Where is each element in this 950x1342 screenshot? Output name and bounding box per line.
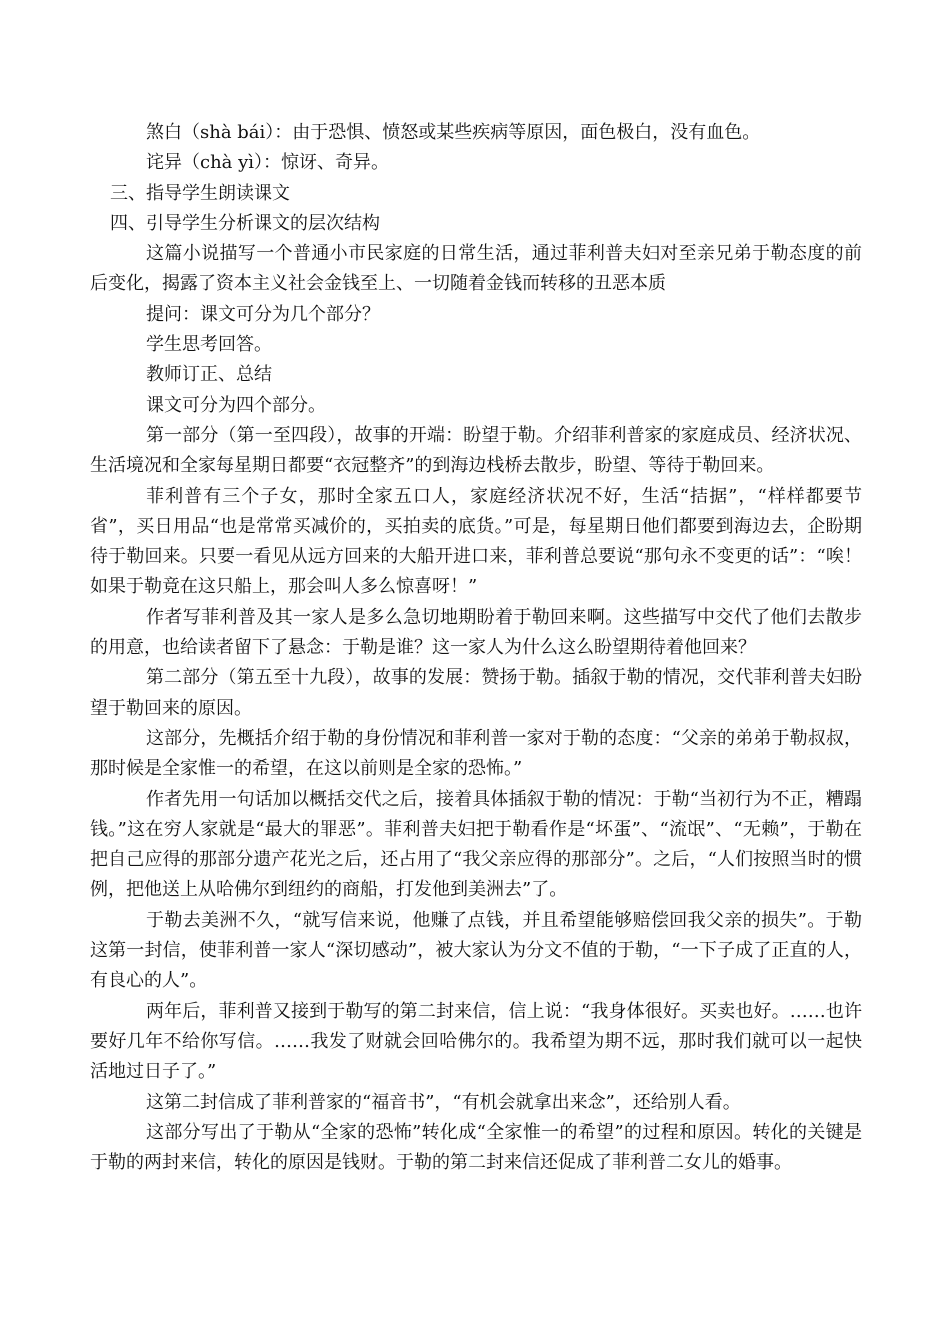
family-situation-paragraph: 菲利普有三个子女，那时全家五口人，家庭经济状况不好，生活“拮据”，“样样都要节省”，买日用品“也是常常买减价的，买拍卖的底货。”可是，每星期日他们都要到海边去，企盼期待于勒回来。只要一看见从远方回来的大船开进口来，菲利普总要说“那句永不变更的话”：“唉！如果于勒竟在这只船上，那会叫人多么惊喜呀！”	[90, 485, 862, 598]
part-two-paragraph: 第二部分（第五至十九段），故事的发展：赞扬于勒。插叙于勒的情况，交代菲利普夫妇盼望于勒回来的原因。	[90, 667, 862, 719]
first-letter-paragraph: 于勒去美洲不久，“就写信来说，他赚了点钱，并且希望能够赔偿回我父亲的损失”。于勒这第一封信，使菲利普一家人“深切感动”，被大家认为分文不值的于勒，“一下子成了正直的人，有良心的人”。	[90, 909, 862, 992]
flashback-paragraph: 作者先用一句话加以概括交代之后，接着具体插叙于勒的情况：于勒“当初行为不正，糟蹋钱。”这在穷人家就是“最大的罪恶”。菲利普夫妇把于勒看作是“坏蛋”、“流氓”、“无赖”，于勒在把自己应得的那部分遗产花光之后，还占用了“我父亲应得的那部分”。之后，“人们按照当时的惯例，把他送上从哈佛尔到纽约的商船，打发他到美洲去”了。	[90, 788, 862, 901]
vocab-chayi: 诧异（chà yì）：惊讶、奇异。	[146, 152, 390, 174]
part-one-paragraph: 第一部分（第一至四段），故事的开端：盼望于勒。介绍菲利普家的家庭成员、经济状况、生活境况和全家每星期日都要“衣冠整齐”的到海边栈桥去散步，盼望、等待于勒回来。	[90, 424, 862, 477]
section-four-heading: 四、引导学生分析课文的层次结构	[110, 212, 380, 234]
second-letter-paragraph: 两年后，菲利普又接到于勒写的第二封来信，信上说：“我身体很好。买卖也好。……也许要好几年不给你写信。……我发了财就会回哈佛尔的。我希望为期不远，那时我们就可以一起快活地过日子了。”	[90, 1000, 862, 1083]
section-three-heading: 三、指导学生朗读课文	[110, 182, 290, 204]
author-intent-paragraph: 作者写菲利普及其一家人是多么急切地期盼着于勒回来啊。这些描写中交代了他们去散步的用意，也给读者留下了悬念：于勒是谁？这一家人为什么这么盼望期待着他回来？	[90, 606, 862, 659]
summary-paragraph: 这篇小说描写一个普通小市民家庭的日常生活，通过菲利普夫妇对至亲兄弟于勒态度的前后变化，揭露了资本主义社会金钱至上、一切随着金钱而转移的丑恶本质	[90, 243, 862, 295]
identity-paragraph: 这部分，先概括介绍于勒的身份情况和菲利普一家对于勒的态度：“父亲的弟弟于勒叔叔，那时候是全家惟一的希望，在这以前则是全家的恐怖。”	[90, 727, 862, 780]
vocab-shabai: 煞白（shà bái）：由于恐惧、愤怒或某些疾病等原因，面色极白，没有血色。	[146, 122, 761, 143]
student-answer-paragraph: 学生思考回答。	[146, 334, 272, 356]
document-page	[90, 118, 862, 1178]
four-parts-paragraph: 课文可分为四个部分。	[146, 394, 326, 416]
question-paragraph: 提问：课文可分为几个部分？	[146, 303, 380, 325]
gospel-paragraph: 这第二封信成了菲利普家的“福音书”，“有机会就拿出来念”，还给别人看。	[146, 1091, 741, 1113]
transformation-paragraph: 这部分写出了于勒从“全家的恐怖”转化成“全家惟一的希望”的过程和原因。转化的关键是于勒的两封来信，转化的原因是钱财。于勒的第二封来信还促成了菲利普二女儿的婚事。	[90, 1121, 862, 1174]
teacher-summary-paragraph: 教师订正、总结	[146, 364, 272, 386]
